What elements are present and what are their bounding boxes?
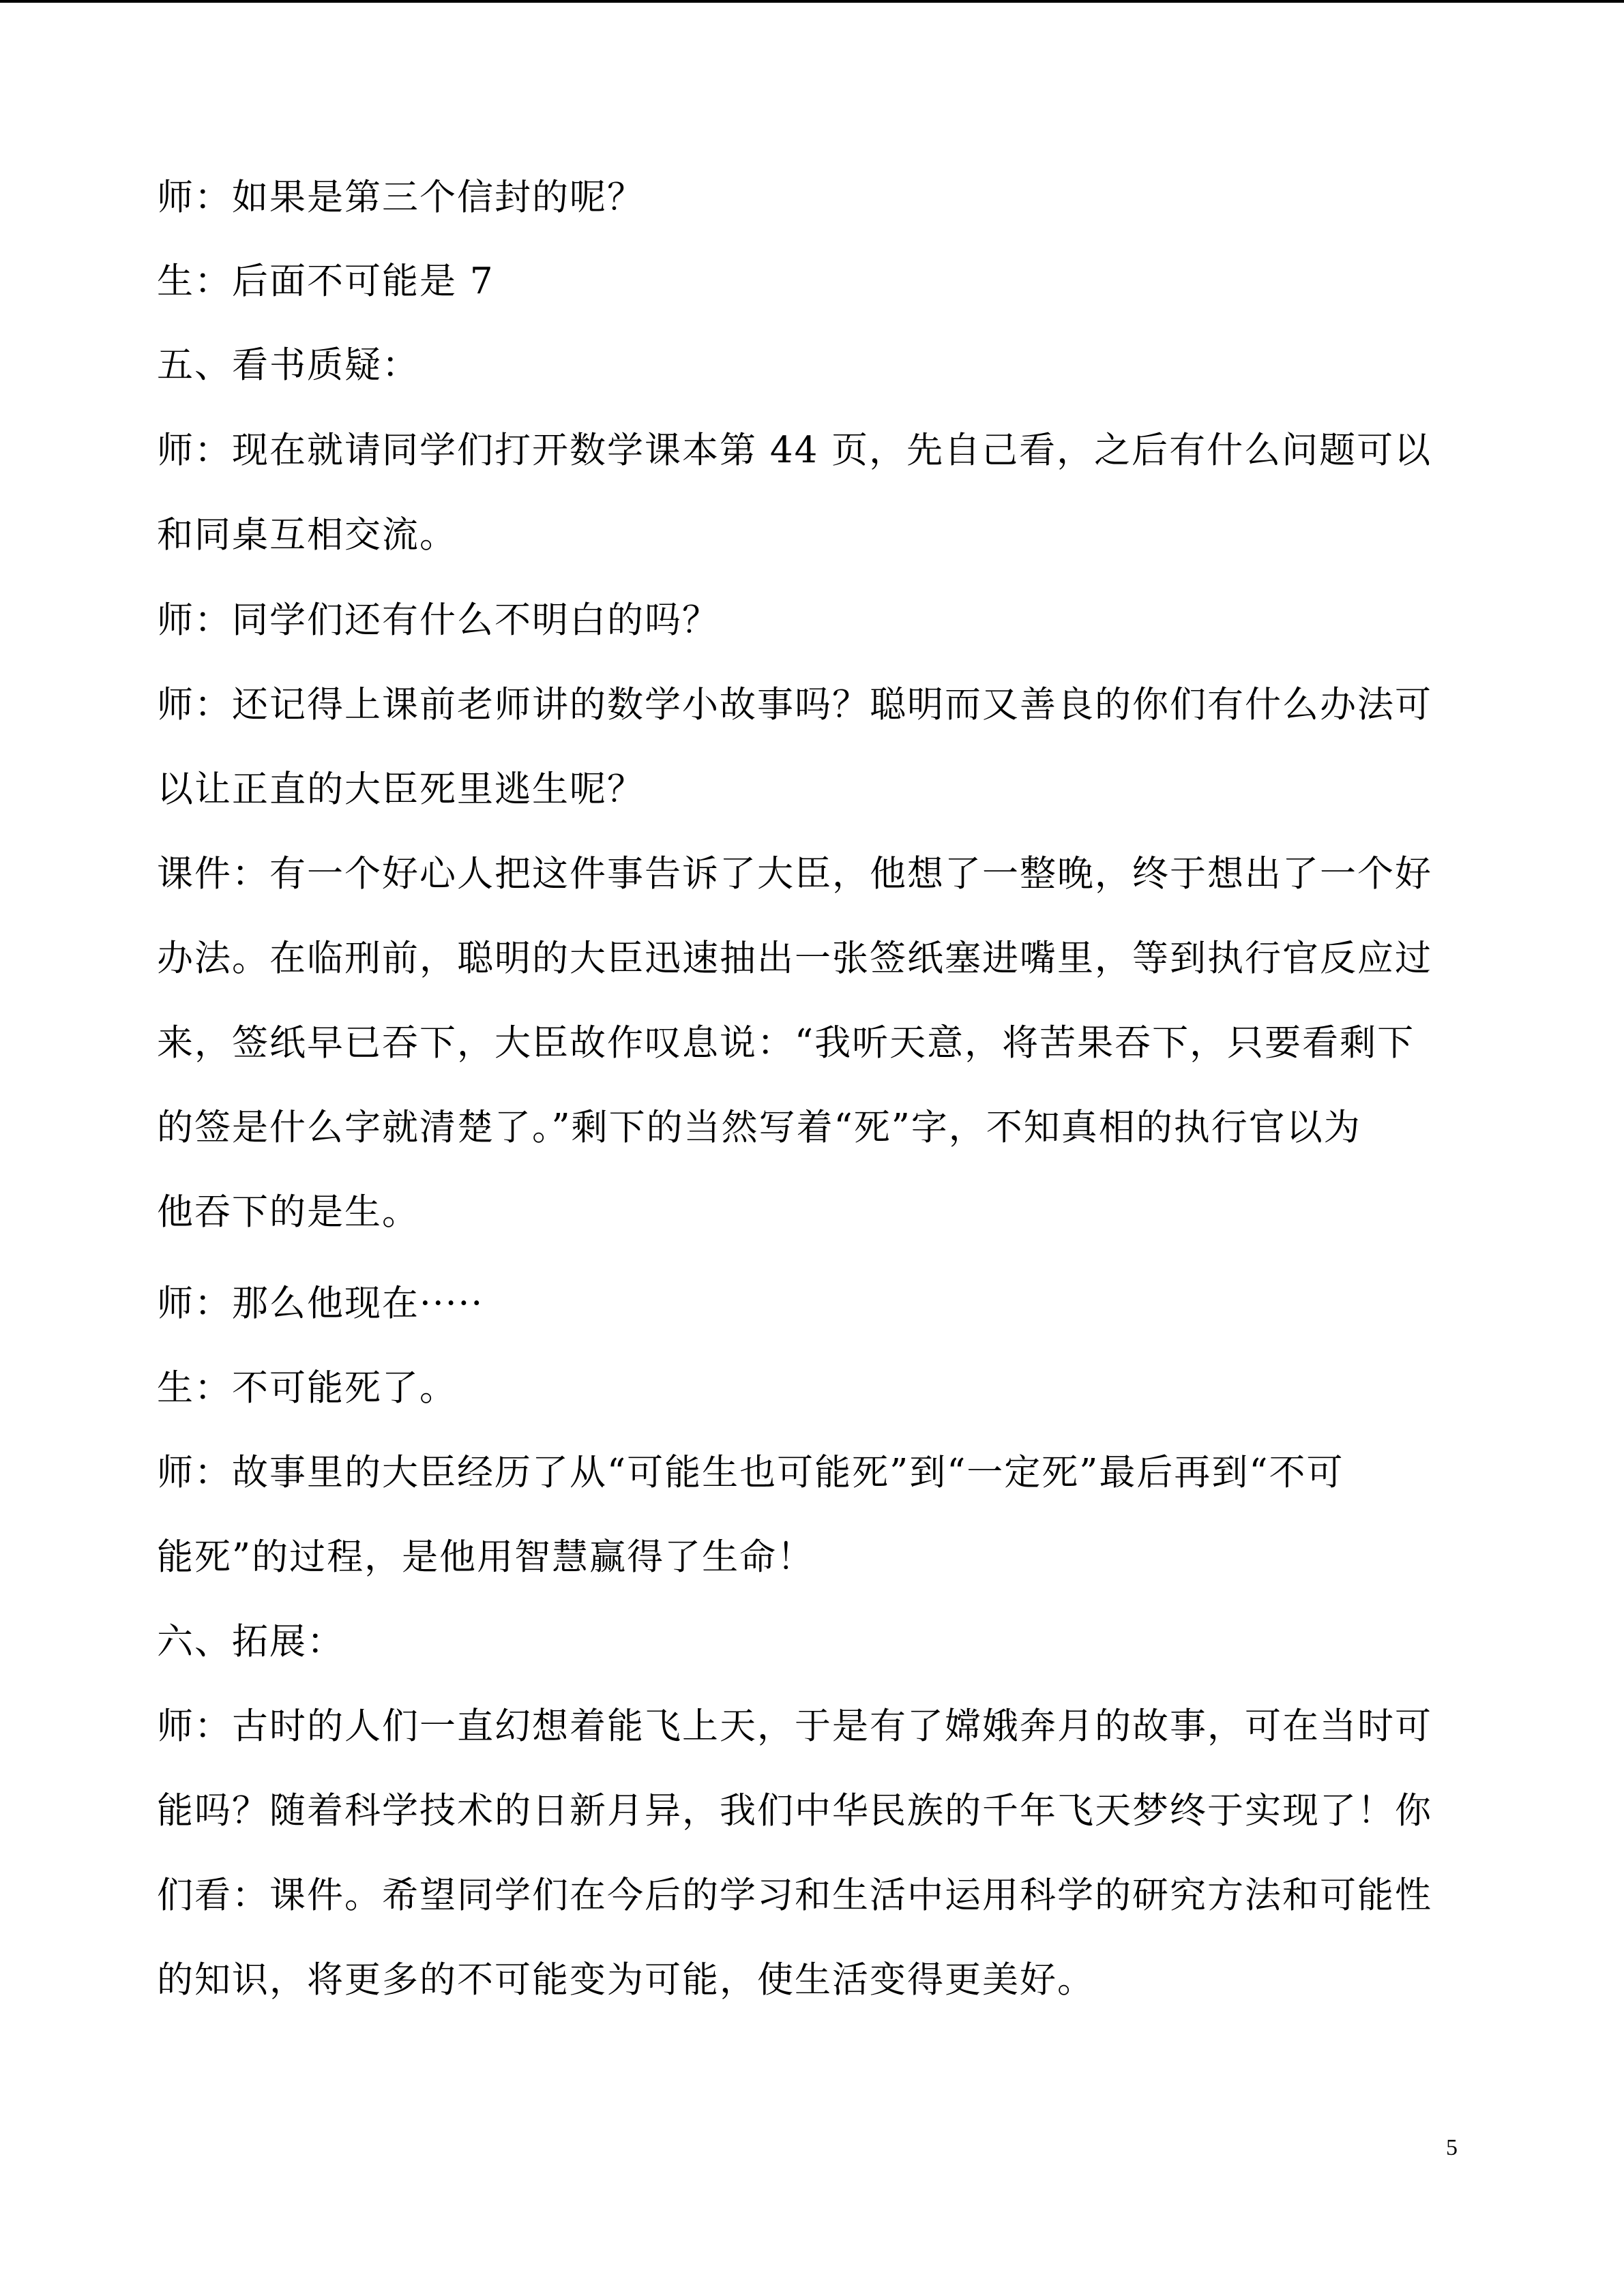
text-line: 们看：课件。希望同学们在今后的学习和生活中运用科学的研究方法和可能性 (157, 1875, 1432, 1916)
text-line: 他吞下的是生。 (157, 1191, 419, 1233)
text-line: 能死”的过程，是他用智慧赢得了生命！ (157, 1536, 815, 1578)
text-line: 五、看书质疑： (157, 344, 419, 386)
text-line: 的签是什么字就清楚了。”剩下的当然写着“死”字，不知真相的执行官以为 (157, 1107, 1361, 1148)
text-line: 办法。在临刑前，聪明的大臣迅速抽出一张签纸塞进嘴里，等到执行官反应过 (157, 938, 1432, 979)
text-line: 课件：有一个好心人把这件事告诉了大臣，他想了一整晚，终于想出了一个好 (157, 853, 1432, 895)
text-line: 六、拓展： (157, 1621, 344, 1663)
page-number: 5 (1446, 2135, 1458, 2160)
top-border-rule (0, 0, 1624, 3)
text-line: 生：后面不可能是 7 (157, 260, 494, 302)
text-line: 师：同学们还有什么不明白的吗？ (157, 599, 720, 641)
text-line: 师：古时的人们一直幻想着能飞上天，于是有了嫦娥奔月的故事，可在当时可 (157, 1705, 1432, 1747)
text-line: 生：不可能死了。 (157, 1367, 457, 1409)
text-line: 以让正直的大臣死里逃生呢？ (157, 769, 645, 810)
text-line: 来，签纸早已吞下，大臣故作叹息说：“我听天意，将苦果吞下，只要看剩下 (157, 1022, 1415, 1064)
text-line: 的知识，将更多的不可能变为可能，使生活变得更美好。 (157, 1959, 1095, 2001)
text-line: 和同桌互相交流。 (157, 514, 457, 556)
text-line: 师：现在就请同学们打开数学课本第 44 页，先自己看，之后有什么问题可以 (157, 430, 1432, 471)
text-line: 师：如果是第三个信封的呢？ (157, 177, 645, 218)
text-line: 师：还记得上课前老师讲的数学小故事吗？聪明而又善良的你们有什么办法可 (157, 684, 1432, 726)
text-line: 师：那么他现在····· (157, 1283, 484, 1324)
text-line: 师：故事里的大臣经历了从“可能生也可能死”到“一定死”最后再到“不可 (157, 1452, 1344, 1493)
text-line: 能吗？随着科学技术的日新月异，我们中华民族的千年飞天梦终于实现了！你 (157, 1790, 1432, 1832)
